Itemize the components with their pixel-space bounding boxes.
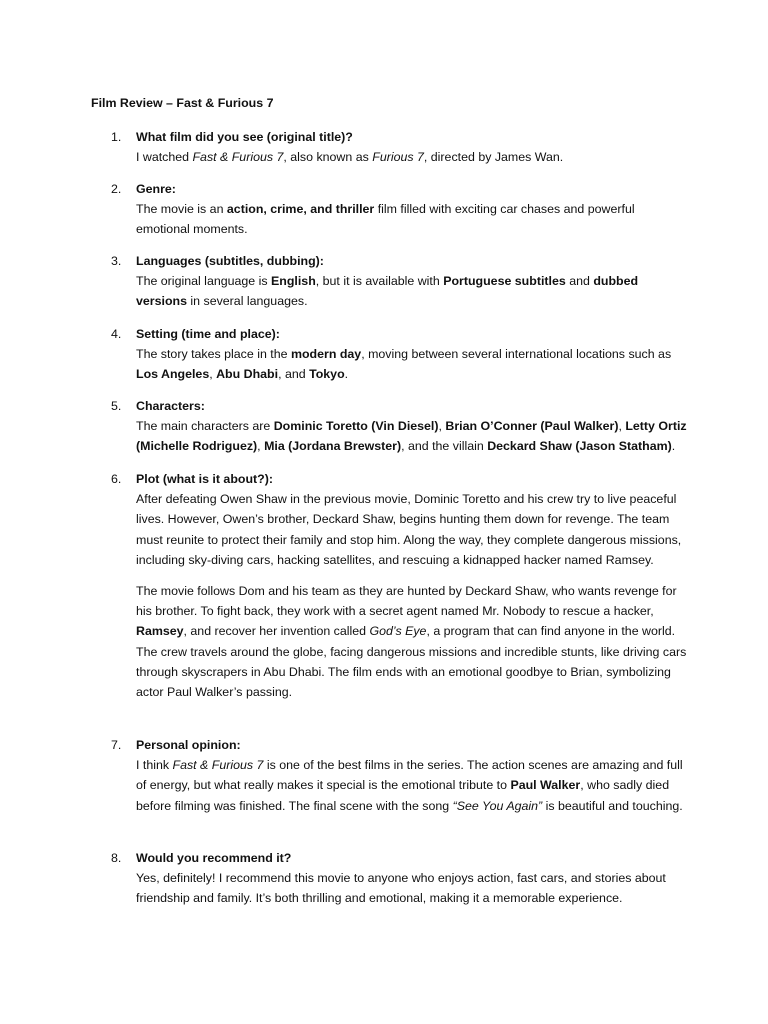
question-body bbox=[136, 396, 688, 457]
text-run: The main characters are bbox=[136, 419, 274, 434]
text-run: is beautiful and touching. bbox=[542, 798, 683, 813]
answer-text bbox=[136, 199, 688, 239]
text-run: The story takes place in the bbox=[136, 347, 291, 362]
text-run: , and the villain bbox=[401, 439, 488, 454]
text-run: and bbox=[565, 274, 594, 289]
italic-text: Furious 7 bbox=[372, 150, 424, 165]
italic-text: “See You Again” bbox=[452, 798, 543, 813]
question-body bbox=[136, 127, 688, 167]
bold-text: Mia (Jordana Brewster) bbox=[264, 439, 402, 454]
text-run: The movie is an bbox=[136, 202, 227, 217]
question-body bbox=[136, 179, 688, 240]
text-run: , bbox=[257, 439, 265, 454]
text-run: , also known as bbox=[283, 150, 373, 165]
question-heading: Personal opinion: bbox=[136, 738, 241, 752]
bold-text: Portuguese subtitles bbox=[443, 274, 566, 289]
answer-paragraph bbox=[136, 868, 688, 908]
text-run: , who sadly died before filming was finished. The final scene with the song bbox=[136, 778, 670, 813]
text-run: . bbox=[344, 367, 349, 382]
question-body bbox=[136, 324, 688, 385]
bold-text: English bbox=[271, 274, 316, 289]
text-run: , directed by James Wan. bbox=[423, 150, 564, 165]
question-heading: What film did you see (original title)? bbox=[136, 130, 353, 144]
answer-text bbox=[136, 344, 688, 384]
question-heading: Setting (time and place): bbox=[136, 327, 280, 341]
text-run: , but it is available with bbox=[315, 274, 444, 289]
question-body bbox=[136, 735, 688, 816]
answer-text bbox=[136, 271, 688, 311]
text-run: , and recover her invention called bbox=[183, 624, 370, 639]
bold-text: dubbed versions bbox=[136, 274, 639, 309]
italic-text: God’s Eye bbox=[369, 624, 427, 639]
text-run: is one of the best films in the series. The action scenes are amazing and full of energy, but what really makes it special is the emotional tribute to bbox=[136, 758, 683, 793]
question-number: 1. bbox=[111, 130, 122, 144]
text-run: The movie follows Dom and his team as they are hunted by Deckard Shaw, who wants revenge for his brother. To fight back, they work with a secret agent named Mr. Nobody to rescue a hacker, bbox=[136, 584, 677, 619]
answer-paragraph bbox=[136, 344, 688, 384]
bold-text: modern day bbox=[290, 347, 362, 362]
bold-text: Tokyo bbox=[309, 367, 345, 382]
bold-text: Deckard Shaw (Jason Statham) bbox=[487, 439, 672, 454]
text-run: , bbox=[618, 419, 626, 434]
question-heading: Would you recommend it? bbox=[136, 851, 292, 865]
text-run: The original language is bbox=[136, 274, 272, 289]
question-number: 2. bbox=[111, 182, 122, 196]
text-run: Yes, definitely! I recommend this movie to anyone who enjoys action, fast cars, and stories about friendship and family. It’s both thrilling and emotional, making it a memorable experience. bbox=[136, 871, 666, 906]
question-heading: Plot (what is it about?): bbox=[136, 472, 273, 486]
bold-text: Ramsey bbox=[136, 624, 184, 639]
text-run: , moving between several international locations such as bbox=[361, 347, 672, 362]
answer-text bbox=[136, 868, 688, 908]
text-run: I think bbox=[136, 758, 173, 773]
bold-text: Letty Ortiz (Michelle Rodriguez) bbox=[136, 419, 687, 454]
answer-text bbox=[136, 755, 688, 816]
answer-paragraph bbox=[136, 416, 688, 456]
question-heading: Languages (subtitles, dubbing): bbox=[136, 254, 324, 268]
question-body bbox=[136, 251, 688, 312]
question-heading: Genre: bbox=[136, 182, 176, 196]
answer-paragraph bbox=[136, 489, 688, 570]
answer-paragraph bbox=[136, 755, 688, 816]
text-run: , bbox=[438, 419, 446, 434]
question-body bbox=[136, 848, 688, 909]
bold-text: Brian O’Conner (Paul Walker) bbox=[445, 419, 619, 434]
answer-text bbox=[136, 489, 688, 702]
bold-text: Dominic Toretto (Vin Diesel) bbox=[273, 419, 439, 434]
text-run: , bbox=[209, 367, 217, 382]
answer-paragraph bbox=[136, 199, 688, 239]
text-run: in several languages. bbox=[186, 294, 308, 309]
text-run: After defeating Owen Shaw in the previous movie, Dominic Toretto and his crew try to live peaceful lives. However, Owen’s brother, Deckard Shaw, begins hunting them down for revenge. The team must reunite to protect their family and stop him. Along the way, they complete dangerous missions, including sky-diving cars, hacking satellites, and rescuing a kidnapped hacker named Ramsey. bbox=[136, 492, 682, 567]
question-number: 8. bbox=[111, 851, 122, 865]
bold-text: Los Angeles bbox=[136, 367, 210, 382]
answer-paragraph bbox=[136, 147, 688, 167]
text-run: I watched bbox=[136, 150, 193, 165]
text-run: , and bbox=[278, 367, 310, 382]
answer-text bbox=[136, 147, 688, 167]
bold-text: Abu Dhabi bbox=[216, 367, 279, 382]
answer-paragraph bbox=[136, 581, 688, 702]
question-number: 7. bbox=[111, 738, 122, 752]
text-run: . bbox=[671, 439, 676, 454]
bold-text: Paul Walker bbox=[510, 778, 581, 793]
answer-text bbox=[136, 416, 688, 456]
question-heading: Characters: bbox=[136, 399, 205, 413]
text-run: , a program that can find anyone in the world. The crew travels around the globe, facing dangerous missions and incredible stunts, like driving cars through skyscrapers in Abu Dhabi. The film ends with an emotional goodbye to Brian, symbolizing actor Paul Walker’s passing. bbox=[136, 624, 687, 700]
text-run: film filled with exciting car chases and powerful emotional moments. bbox=[136, 202, 635, 237]
italic-text: Fast & Furious 7 bbox=[192, 150, 284, 165]
question-number: 4. bbox=[111, 327, 122, 341]
italic-text: Fast & Furious 7 bbox=[172, 758, 264, 773]
question-body bbox=[136, 469, 688, 702]
bold-text: action, crime, and thriller bbox=[226, 202, 375, 217]
question-number: 5. bbox=[111, 399, 122, 413]
answer-paragraph bbox=[136, 271, 688, 311]
question-number: 3. bbox=[111, 254, 122, 268]
question-number: 6. bbox=[111, 472, 122, 486]
document-title: Film Review – Fast & Furious 7 bbox=[91, 96, 274, 110]
